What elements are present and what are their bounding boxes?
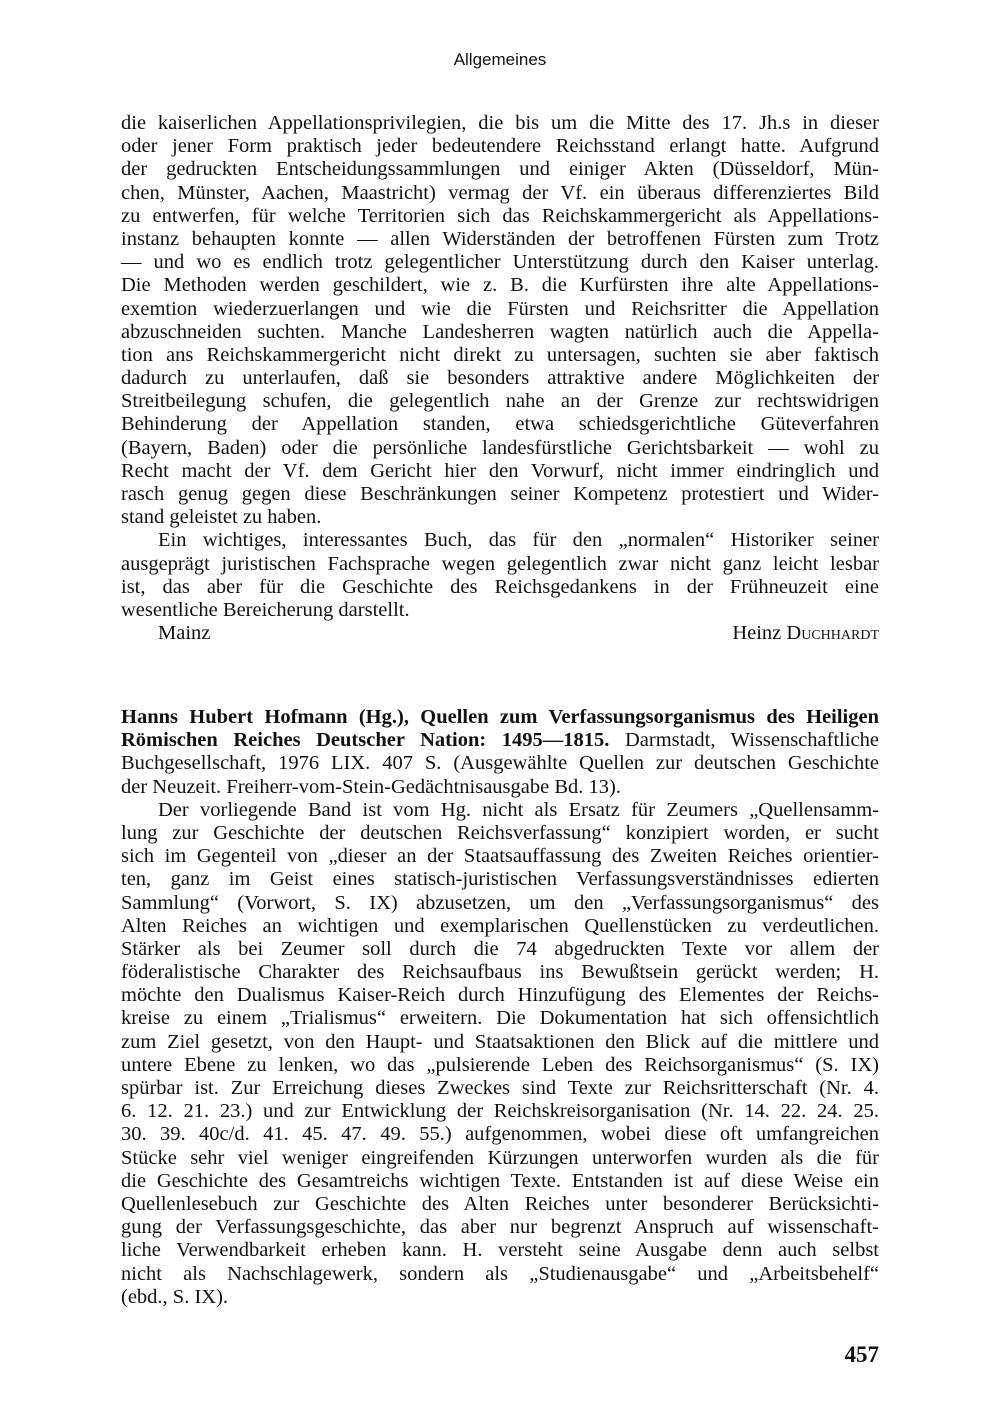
text-line: föderalistische Charakter des Reichsaufbaus ins Bewußtsein gerückt werden; H. [121, 961, 879, 984]
bibliography-line: Hanns Hubert Hofmann (Hg.), Quellen zum Verfassungsorganismus des Heiligen [121, 706, 879, 728]
text-line: Alten Reiches an wichtigen und exemplarischen Quellenstücken zu verdeutlichen. [121, 914, 879, 937]
text-line: tion ans Reichskammergericht nicht direkt zu untersagen, suchten sie aber faktisch [121, 343, 879, 366]
reviewer-place: Mainz [158, 622, 211, 645]
text-line: (ebd., S. IX). [121, 1285, 229, 1308]
text-line: nicht als Nachschlagewerk, sondern als „Studienausgabe“ und „Arbeitsbehelf“ [121, 1262, 879, 1285]
text-line: (Bayern, Baden) oder die persönliche landesfürstliche Gerichtsbarkeit — wohl zu [121, 436, 879, 459]
text-line: dadurch zu unterlaufen, daß sie besonders attraktive andere Möglichkeiten der [121, 367, 879, 390]
text-line: die kaiserlichen Appellationsprivilegien, die bis um die Mitte des 17. Jh.s in dieser [121, 112, 879, 134]
bibliography-line: Römischen Reiches Deutscher Nation: 1495—1815. Darmstadt, Wissenschaftliche [121, 729, 879, 752]
text-line: wesentliche Bereicherung darstellt. [121, 598, 410, 621]
text-line: rasch genug gegen diese Beschränkungen seiner Kompetenz protestiert und Wider- [121, 483, 879, 505]
text-line: ausgeprägt juristischen Fachsprache wegen gelegentlich zwar nicht ganz leicht lesbar [121, 552, 879, 575]
bibliography-line: Buchgesellschaft, 1976 LIX. 407 S. (Ausgewählte Quellen zur deutschen Geschichte [121, 752, 879, 775]
text-line: Streitbeilegung schufen, die gelegentlich nahe an der Grenze zur rechtswidrigen [121, 390, 879, 413]
signature-row [121, 622, 879, 645]
text-line: abzuschneiden suchten. Manche Landesherren wagten natürlich auch die Appella- [121, 320, 879, 343]
text-line: oder jener Form praktisch jeder bedeutendere Reichsstand erlangt hatte. Aufgrund [121, 135, 879, 158]
text-line: — und wo es endlich trotz gelegentlicher Unterstützung durch den Kaiser unterlag. [121, 251, 879, 274]
text-line: ten, ganz im Geist eines statisch-juristischen Verfassungsverständnisses edierten [121, 868, 879, 891]
text-line: chen, Münster, Aachen, Maastricht) vermag der Vf. ein überaus differenziertes Bild [121, 181, 879, 204]
text-line: exemtion wiederzuerlangen und wie die Fürsten und Reichsritter die Appellation [121, 297, 879, 320]
text-line: die Geschichte des Gesamtreichs wichtigen Texte. Entstanden ist auf diese Weise ein [121, 1169, 879, 1192]
text-line: 30. 39. 40c/d. 41. 45. 47. 49. 55.) aufgenommen, wobei diese oft umfangreichen [121, 1123, 879, 1146]
text-line: Die Methoden werden geschildert, wie z. B. die Kurfürsten ihre alte Appellations- [121, 274, 879, 297]
text-line: zu entwerfen, für welche Territorien sich das Reichskammergericht als Appellations- [121, 204, 879, 227]
text-line: untere Ebene zu lenken, wo das „pulsierende Leben des Reichsorganismus“ (S. IX) [121, 1053, 879, 1076]
text-line: Stücke sehr viel weniger eingreifenden Kürzungen unterworfen wurden als die für [121, 1146, 879, 1169]
text-line: Ein wichtiges, interessantes Buch, das für den „normalen“ Historiker seiner [158, 529, 879, 552]
text-line: lung zur Geschichte der deutschen Reichsverfassung“ konzipiert worden, er sucht [121, 821, 879, 844]
running-header: Allgemeines [453, 50, 547, 69]
text-line: gung der Verfassungsgeschichte, das aber nur begrenzt Anspruch auf wissenschaft- [121, 1216, 879, 1239]
text-line: möchte den Dualismus Kaiser-Reich durch Hinzufügung des Elementes der Reichs- [121, 984, 879, 1007]
bibliography-line: der Neuzeit. Freiherr-vom-Stein-Gedächtnisausgabe Bd. 13). [121, 775, 621, 798]
text-line: sich im Gegenteil von „dieser an der Staatsauffassung des Zweiten Reiches orientier- [121, 845, 879, 868]
text-line: Der vorliegende Band ist vom Hg. nicht als Ersatz für Zeumers „Quellensamm- [158, 798, 879, 821]
text-line: der gedruckten Entscheidungssammlungen und einiger Akten (Düsseldorf, Mün- [121, 158, 879, 181]
text-line: Stärker als bei Zeumer soll durch die 74 abgedruckten Texte vor allem der [121, 937, 879, 960]
text-line: Sammlung“ (Vorwort, S. IX) abzusetzen, um den „Verfassungsorganismus“ des [121, 891, 879, 914]
text-line: zum Ziel gesetzt, von den Haupt- und Staatsaktionen den Blick auf die mittlere und [121, 1030, 879, 1053]
review-2-body [121, 706, 879, 1309]
text-line: Quellenlesebuch zur Geschichte des Alten Reiches unter besonderer Berücksichti- [121, 1192, 879, 1215]
text-line: spürbar ist. Zur Erreichung dieses Zweckes sind Texte zur Reichsritterschaft (Nr. 4. [121, 1077, 879, 1099]
text-line: 6. 12. 21. 23.) und zur Entwicklung der Reichskreisorganisation (Nr. 14. 22. 24. 25. [121, 1100, 879, 1123]
review-1-body [121, 112, 879, 645]
text-line: kreise zu einem „Trialismus“ erweitern. Die Dokumentation hat sich offensichtlich [121, 1007, 879, 1030]
text-line: Behinderung der Appellation standen, etwa schiedsgerichtliche Güteverfahren [121, 413, 879, 436]
text-line: liche Verwendbarkeit erheben kann. H. versteht seine Ausgabe denn auch selbst [121, 1239, 879, 1262]
reviewer-name: Heinz Duchhardt [732, 622, 879, 645]
text-line: stand geleistet zu haben. [121, 506, 322, 529]
text-line: instanz behaupten konnte — allen Widerständen der betroffenen Fürsten zum Trotz [121, 227, 879, 250]
text-line: Recht macht der Vf. dem Gericht hier den Vorwurf, nicht immer eindringlich und [121, 459, 879, 482]
text-line: ist, das aber für die Geschichte des Reichsgedankens in der Frühneuzeit eine [121, 575, 879, 598]
page-number: 457 [844, 1342, 879, 1367]
